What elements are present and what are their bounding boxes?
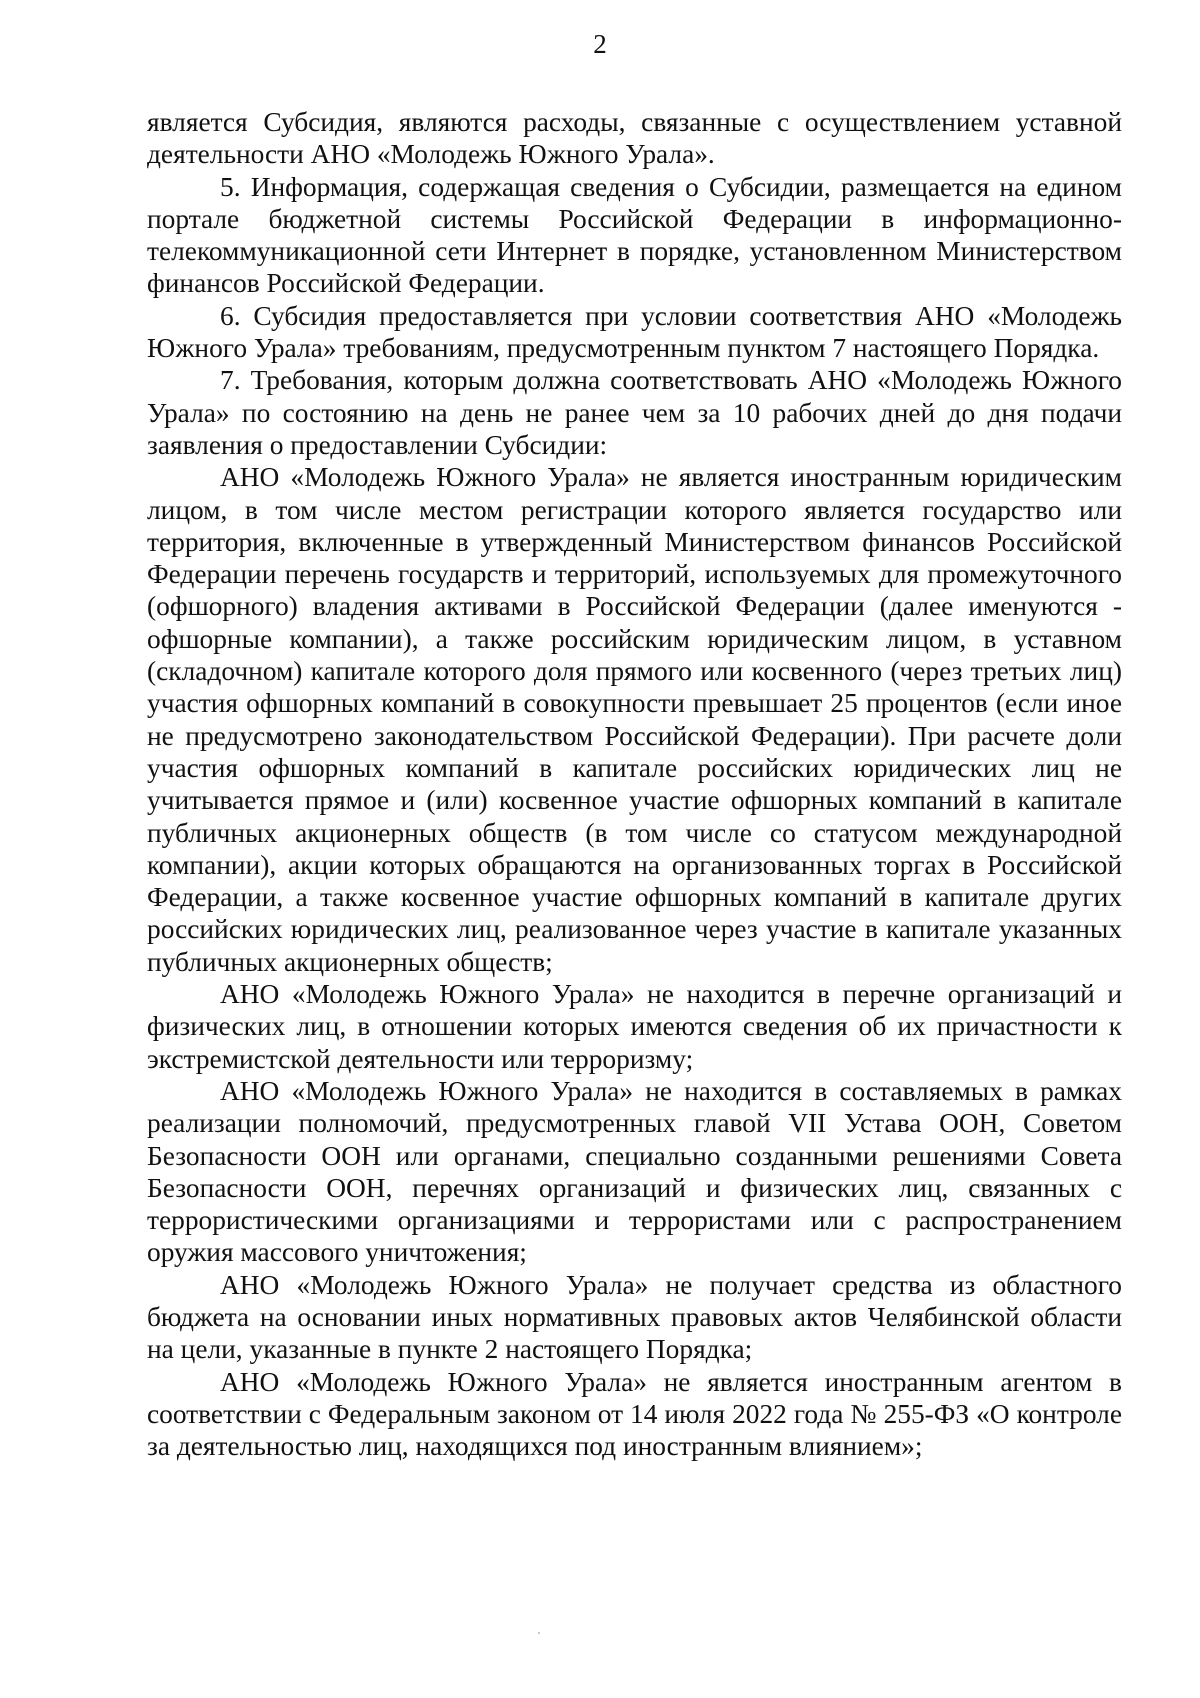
paragraph-item-5: 5. Информация, содержащая сведения о Субсидии, размещается на едином портале бюджетной системы Российской Федерации в информационно-телекоммуникационной сети Интернет в порядке, установленном Министерством финансов Российской Федерации.: [147, 171, 1122, 299]
requirement-extremism: АНО «Молодежь Южного Урала» не находится в перечне организаций и физических лиц, в отношении которых имеются сведения об их причастности к экстремистской деятельности или терроризму;: [147, 979, 1122, 1074]
requirement-regional-budget: АНО «Молодежь Южного Урала» не получает средства из областного бюджета на основании иных нормативных правовых актов Челябинской области на цели, указанные в пункте 2 настоящего Порядка;: [147, 1269, 1122, 1365]
page-number: 2: [593, 29, 607, 59]
requirement-un-lists: АНО «Молодежь Южного Урала» не находится в составляемых в рамках реализации полномочий, предусмотренных главой VII Устава ООН, Советом Безопасности ООН или органами, специально созданными решениями Совета Безопасности ООН, перечнях организаций и физических лиц, связанных с террористическими организациями и террористами или с распространением оружия массового уничтожения;: [147, 1075, 1122, 1268]
requirement-foreign-agent: АНО «Молодежь Южного Урала» не является иностранным агентом в соответствии с Федеральным законом от 14 июля 2022 года № 255-ФЗ «О контроле за деятельностью лиц, находящихся под иностранным влиянием»;: [147, 1366, 1122, 1462]
paragraph-continuation: является Субсидия, являются расходы, связанные с осуществлением уставной деятельности АНО «Молодежь Южного Урала».: [147, 107, 1122, 170]
document-body: [147, 106, 1122, 1462]
requirement-offshore: АНО «Молодежь Южного Урала» не является иностранным юридическим лицом, в том числе местом регистрации которого является государство или территория, включенные в утвержденный Министерством финансов Российской Федерации перечень государств и территорий, используемых для промежуточного (офшорного) владения активами в Российской Федерации (далее именуются - офшорные компании), а также российским юридическим лицом, в уставном (складочном) капитале которого доля прямого или косвенного (через третьих лиц) участия офшорных компаний в совокупности превышает 25 процентов (если иное не предусмотрено законодательством Российской Федерации). При расчете доли участия офшорных компаний в капитале российских юридических лиц не учитывается прямое и (или) косвенное участие офшорных компаний в капитале публичных акционерных обществ (в том числе со статусом международной компании), акции которых обращаются на организованных торгах в Российской Федерации, а также косвенное участие офшорных компаний в капитале других российских юридических лиц, реализованное через участие в капитале указанных публичных акционерных обществ;: [147, 462, 1122, 977]
paragraph-item-7: 7. Требования, которым должна соответствовать АНО «Молодежь Южного Урала» по состоянию на день не ранее чем за 10 рабочих дней до дня подачи заявления о предоставлении Субсидии:: [147, 365, 1122, 460]
paragraph-item-6: 6. Субсидия предоставляется при условии соответствия АНО «Молодежь Южного Урала» требованиям, предусмотренным пунктом 7 настоящего Порядка.: [147, 300, 1122, 364]
scan-speck: [538, 1632, 540, 1634]
